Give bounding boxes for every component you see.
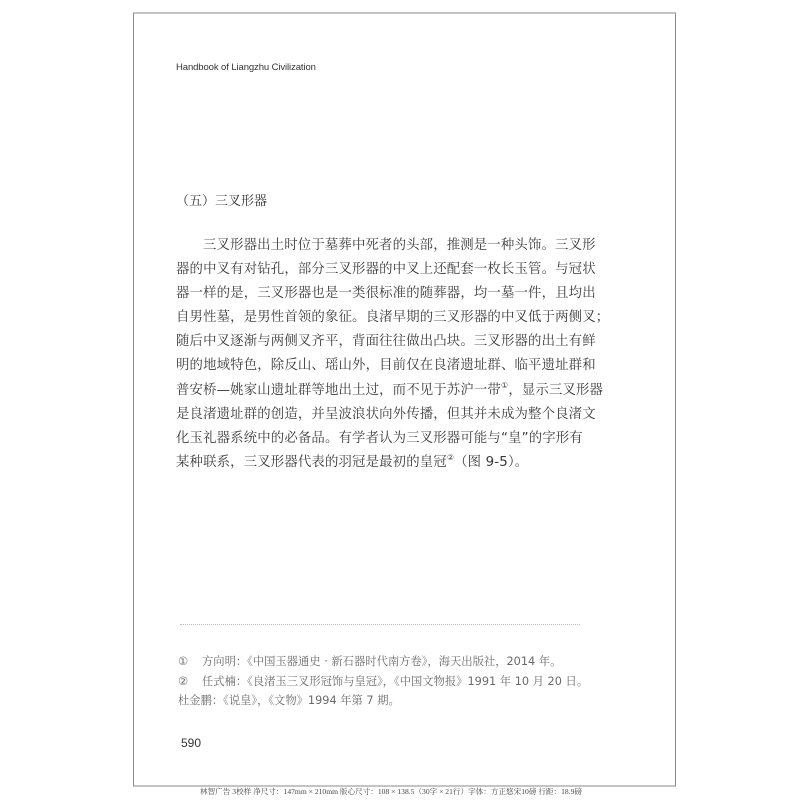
print-proof-info: 林智广告 3校样 净尺寸：147mm × 210mm 版心尺寸：108 × 138.5（30字 × 21行）字体：方正悠宋10磅 行距：18.9磅 <box>200 787 582 796</box>
body-text-segment: ，显示三叉形器 <box>508 382 604 398</box>
footnote-marker: ① <box>178 655 189 668</box>
footnote-marker: ② <box>178 674 189 688</box>
page-number: 590 <box>181 736 202 750</box>
body-line: 明的地域特色，除反山、瑶山外，目前仅在良渚遗址群、临平遗址群和 <box>176 358 596 374</box>
body-paragraph <box>176 234 610 475</box>
figure-reference: （图 9-5）。 <box>454 454 529 470</box>
body-line: 三叉形器出土时位于墓葬中死者的头部，推测是一种头饰。三叉形 <box>203 238 596 253</box>
body-text-segment: 某种联系，三叉形器代表的羽冠是最初的皇冠 <box>176 454 447 470</box>
body-line: 器一样的是，三叉形器也是一类很标准的随葬器，均一墓一件，且均出 <box>176 286 596 302</box>
body-line <box>176 451 586 475</box>
body-line: 化玉礼器系统中的必备品。有学者认为三叉形器可能与“皇”的字形有 <box>176 430 583 446</box>
running-head: Handbook of Liangzhu Civilization <box>176 62 316 73</box>
footnote-text: 杜金鹏：《说皇》，《文物》1994 年第 7 期。 <box>178 694 400 707</box>
footnote-2-continued <box>178 691 608 711</box>
footnote-1 <box>178 652 608 672</box>
footnote-2 <box>178 672 608 692</box>
footnote-ref-2[interactable]: ② <box>446 452 455 462</box>
footnotes <box>178 652 608 711</box>
body-text-segment: 普安桥—姚家山遗址群等地出土过，而不见于苏沪一带 <box>176 382 501 398</box>
body-line: 器的中叉有对钻孔，部分三叉形器的中叉上还配套一枚长玉管。与冠状 <box>176 262 596 278</box>
body-line <box>176 379 604 403</box>
body-line: 随后中叉逐渐与两侧叉齐平，背面往往做出凸块。三叉形器的出土有鲜 <box>176 334 596 350</box>
footnote-separator <box>180 624 580 625</box>
body-line: 是良渚遗址群的创造，并呈波浪状向外传播，但其并未成为整个良渚文 <box>176 406 596 422</box>
footnote-text: 方向明：《中国玉器通史 · 新石器时代南方卷》，海天出版社，2014 年。 <box>202 655 562 668</box>
footnote-ref-1[interactable]: ① <box>500 380 509 390</box>
section-title: （五）三叉形器 <box>176 194 268 209</box>
body-line: 自男性墓，是男性首领的象征。良渚早期的三叉形器的中叉低于两侧叉； <box>176 310 610 326</box>
footnote-text: 任式楠：《良渚玉三叉形冠饰与皇冠》，《中国文物报》1991 年 10 月 20 日。 <box>202 674 589 688</box>
